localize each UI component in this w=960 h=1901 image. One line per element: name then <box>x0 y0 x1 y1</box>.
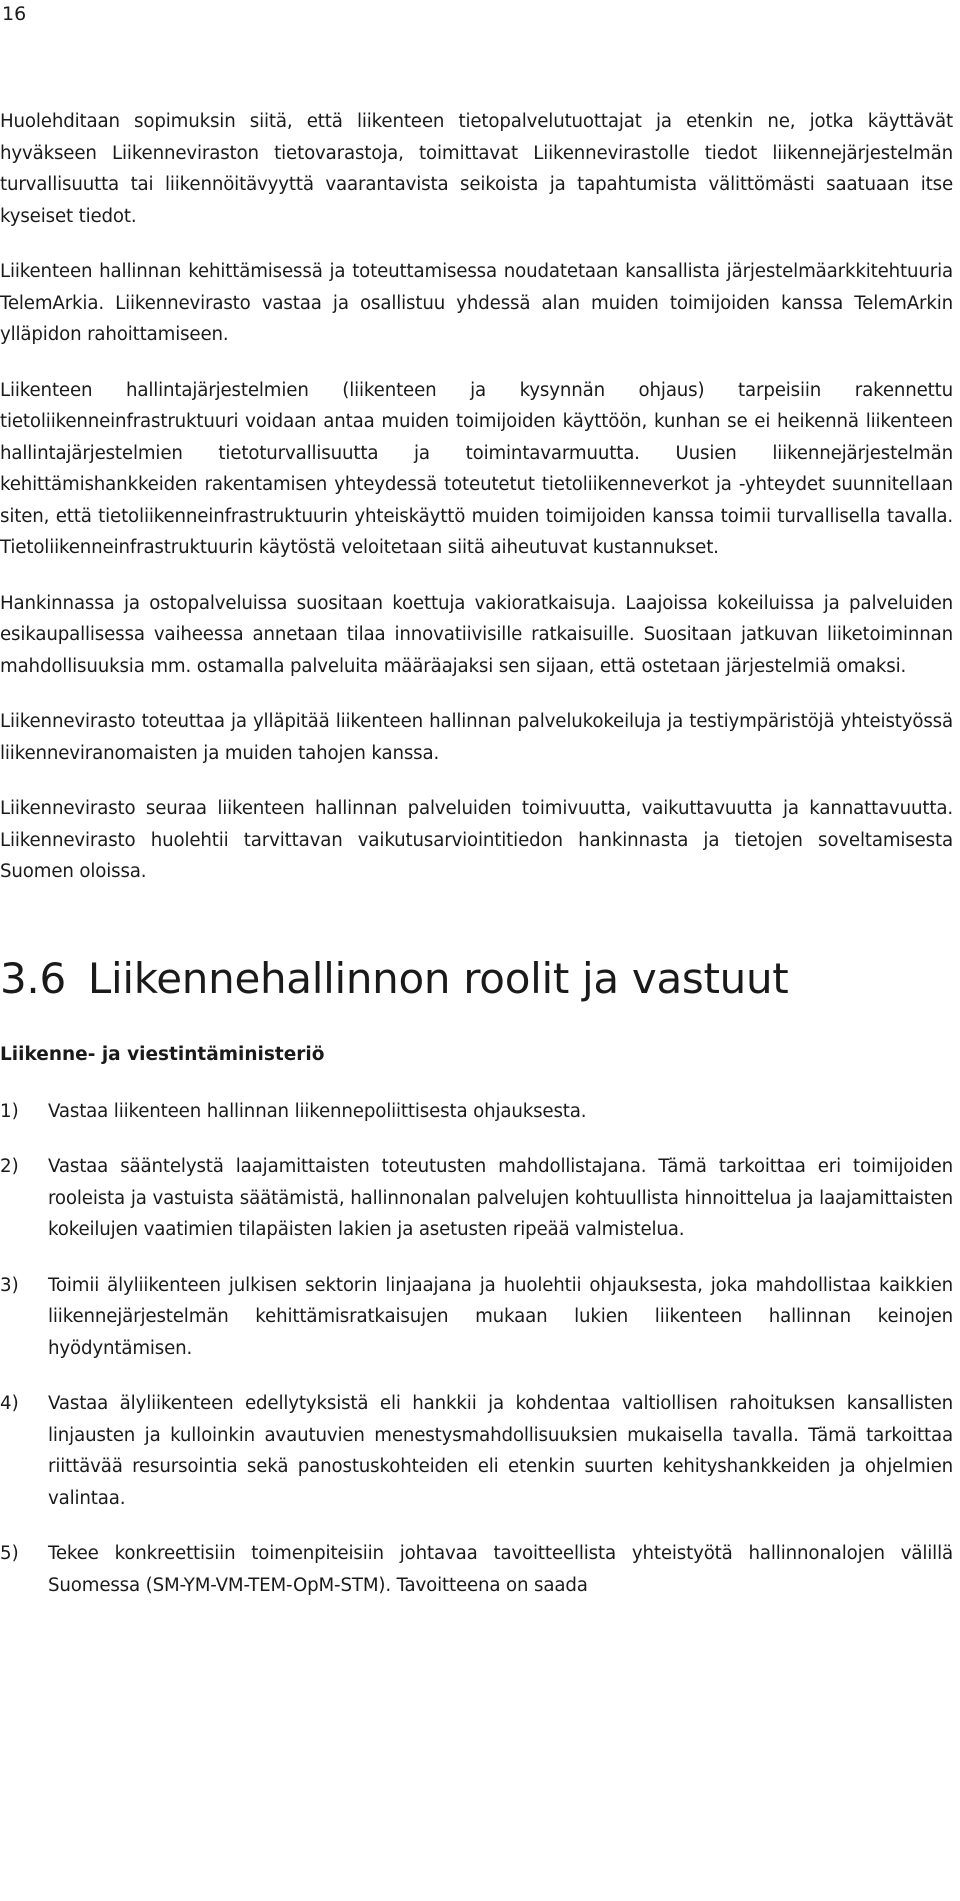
page-number: 16 <box>2 3 27 25</box>
list-item-text: Vastaa älyliikenteen edellytyksistä eli hankkii ja kohdentaa valtiollisen rahoituksen kansallisten linjausten ja kulloinkin avautuvien menestysmahdollisuuksien mukaisella tavalla. Tämä tarkoittaa riittävää resursointia sekä panostuskohteiden eli etenkin suurten kehityshankkeiden ja ohjelmien valintaa. <box>48 1393 953 1509</box>
list-item <box>0 1096 953 1128</box>
page-body <box>0 106 953 1601</box>
list-item-number: 5) <box>0 1543 19 1564</box>
body-paragraph: Hankinnassa ja ostopalveluissa suositaan koettuja vakioratkaisuja. Laajoissa kokeiluissa ja palveluiden esikaupallisessa vaiheessa annetaan tilaa innovatiivisille ratkaisuille. Suositaan jatkuvan liiketoiminnan mahdollisuuksia mm. ostamalla palveluita määräajaksi sen sijaan, että ostetaan järjestelmiä omaksi. <box>0 592 953 677</box>
body-paragraph: Huolehditaan sopimuksin siitä, että liikenteen tietopalvelutuottajat ja etenkin ne, jotka käyttävät hyväkseen Liikenneviraston tietovarastoja, toimittavat Liikennevirastolle tiedot liikennejärjestelmän turvallisuutta tai liikennöitävyyttä vaarantavista seikoista ja tapahtumista välittömästi saatuaan itse kyseiset tiedot. <box>0 111 953 227</box>
body-paragraph: Liikennevirasto toteuttaa ja ylläpitää liikenteen hallinnan palvelukokeiluja ja testiympäristöjä yhteistyössä liikenneviranomaisten ja muiden tahojen kanssa. <box>0 711 953 764</box>
body-paragraph: Liikenteen hallinnan kehittämisessä ja toteuttamisessa noudatetaan kansallista järjestelmäarkkitehtuuria TelemArkia. Liikennevirasto vastaa ja osallistuu yhdessä alan muiden toimijoiden kanssa TelemArkin ylläpidon rahoittamiseen. <box>0 261 953 345</box>
list-item-number: 4) <box>0 1393 19 1414</box>
section-title: Liikennehallinnon roolit ja vastuut <box>87 953 789 1003</box>
list-item <box>0 1538 953 1601</box>
list-item-text: Tekee konkreettisiin toimenpiteisiin johtavaa tavoitteellista yhteistyötä hallinnonalojen välillä Suomessa (SM-YM-VM-TEM-OpM-STM). Tavoitteena on saada <box>48 1543 953 1596</box>
body-paragraph: Liikenteen hallintajärjestelmien (liikenteen ja kysynnän ohjaus) tarpeisiin rakennettu tietoliikenneinfrastruktuuri voidaan antaa muiden toimijoiden käyttöön, kunhan se ei heikennä liikenteen hallintajärjestelmien tietoturvallisuutta ja toimintavarmuutta. Uusien liikennejärjestelmän kehittämishankkeiden rakentamisen yhteydessä toteutetut tietoliikenneverkot ja -yhteydet suunnitellaan siten, että tietoliikenneinfrastruktuurin yhteiskäyttö muiden toimijoiden kanssa toimii turvallisella tavalla. Tietoliikenneinfrastruktuurin käytöstä veloitetaan siitä aiheutuvat kustannukset. <box>0 379 953 558</box>
list-item <box>0 1270 953 1365</box>
body-paragraph: Liikennevirasto seuraa liikenteen hallinnan palveluiden toimivuutta, vaikuttavuutta ja kannattavuutta. Liikennevirasto huolehtii tarvittavan vaikutusarviointitiedon hankinnasta ja tietojen soveltamisesta Suomen oloissa. <box>0 798 953 882</box>
subheading: Liikenne- ja viestintäministeriö <box>0 1043 325 1065</box>
list-item-text: Vastaa liikenteen hallinnan liikennepoliittisesta ohjauksesta. <box>48 1100 587 1122</box>
section-heading <box>0 954 953 1004</box>
list-item-text: Vastaa sääntelystä laajamittaisten toteutusten mahdollistajana. Tämä tarkoittaa eri toimijoiden rooleista ja vastuista säätämistä, hallinnonalan palvelujen kohtuullista hinnoittelua ja laajamittaisten kokeilujen vaatimien tilapäisten lakien ja asetusten ripeää valmistelua. <box>48 1156 953 1240</box>
list-item <box>0 1151 953 1246</box>
list-item-number: 1) <box>0 1100 19 1122</box>
list-item <box>0 1388 953 1514</box>
list-item-number: 2) <box>0 1156 19 1177</box>
list-item-number: 3) <box>0 1274 19 1296</box>
section-number: 3.6 <box>0 953 66 1003</box>
responsibility-list <box>0 1096 953 1602</box>
list-item-text: Toimii älyliikenteen julkisen sektorin linjaajana ja huolehtii ohjauksesta, joka mahdollistaa kaikkien liikennejärjestelmän kehittämisratkaisujen mukaan lukien liikenteen hallinnan keinojen hyödyntämisen. <box>48 1274 953 1359</box>
